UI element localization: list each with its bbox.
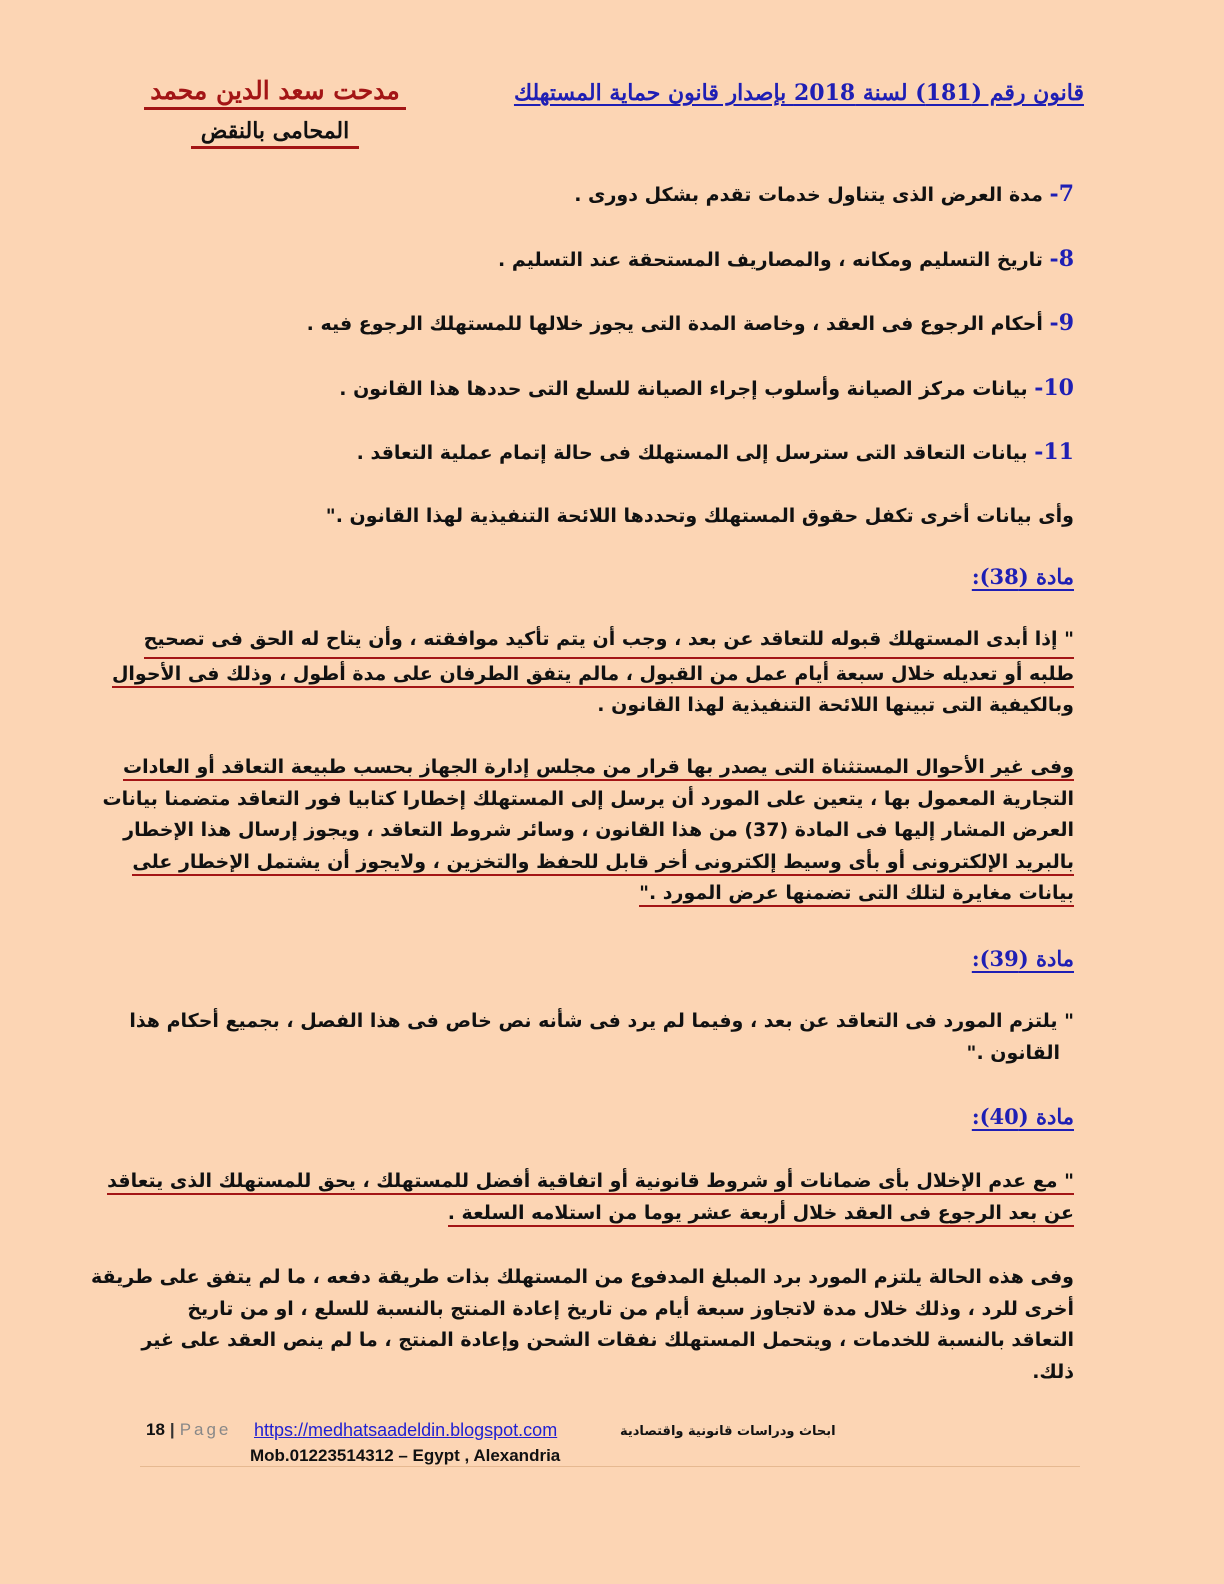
list-item-number: 9- — [1049, 310, 1074, 336]
text-line: التجارية المعمول بها ، يتعين على المورد أن يرسل إلى المستهلك إخطارا كتابيا فور التعاقد متضمنا بيانات — [102, 787, 1074, 810]
text-line — [123, 752, 1074, 784]
page-number — [146, 1420, 231, 1440]
text-line — [107, 1166, 1074, 1198]
contact-info: Mob.01223514312 – Egypt , Alexandria — [250, 1446, 561, 1465]
article-39-heading: مادة (39): — [971, 946, 1074, 971]
role-underline — [191, 146, 359, 149]
page-separator: | — [169, 1420, 175, 1439]
text-line: ذلك. — [1032, 1360, 1074, 1383]
text-line — [111, 659, 1074, 691]
article-38-paragraph-2 — [102, 752, 1074, 910]
list-item-text: تاريخ التسليم ومكانه ، والمصاريف المستحقة عند التسليم . — [497, 249, 1043, 271]
list-item-text: بيانات التعاقد التى سترسل إلى المستهلك فى حالة إتمام عملية التعاقد . — [356, 442, 1028, 464]
underlined-text: بالبريد الإلكترونى أو بأى وسيط إلكترونى أخر قابل للحفظ والتخزين ، ولايجوز أن يشتمل الإخطار على — [132, 851, 1074, 876]
list-item-text: بيانات مركز الصيانة وأسلوب إجراء الصيانة للسلع التى حددها هذا القانون . — [339, 378, 1028, 400]
page-number-value: 18 — [146, 1420, 165, 1439]
text-line: القانون ." — [966, 1041, 1060, 1064]
article-38-heading: مادة (38): — [971, 564, 1074, 589]
underlined-text: بيانات مغايرة لتلك التى تضمنها عرض المورد ." — [639, 882, 1074, 907]
page-word: Page — [179, 1420, 232, 1439]
list-item — [144, 307, 1074, 340]
text-line: وفى هذه الحالة يلتزم المورد برد المبلغ المدفوع من المستهلك بذات طريقة دفعه ، ما لم يتفق على طريقة — [90, 1266, 1074, 1288]
list-item-number: 10- — [1034, 375, 1074, 401]
article-40-paragraph-2 — [90, 1262, 1074, 1388]
footer-divider — [140, 1466, 1080, 1467]
underlined-text: " مع عدم الإخلال بأى ضمانات أو شروط قانونية أو اتفاقية أفضل للمستهلك ، يحق للمستهلك الذى يتعاقد — [107, 1170, 1074, 1195]
list-item — [144, 178, 1074, 211]
underlined-text: طلبه أو تعديله خلال سبعة أيام عمل من القبول ، مالم يتفق الطرفان على مدة أطول ، وذلك فى الأحوال — [112, 663, 1074, 688]
blog-link[interactable]: https://medhatsaadeldin.blogspot.com — [254, 1420, 558, 1440]
list-item-text: مدة العرض الذى يتناول خدمات تقدم بشكل دورى . — [574, 184, 1043, 206]
article-40-paragraph-1 — [107, 1166, 1074, 1229]
footer-description: ابحاث ودراسات قانونية واقتصادية — [620, 1424, 836, 1439]
text-line: وبالكيفية التى تبينها اللائحة التنفيذية لهذا القانون . — [597, 694, 1074, 716]
author-role-text: المحامى بالنقض — [200, 118, 350, 144]
author-name-text: مدحت سعد الدين محمد — [150, 76, 400, 105]
list-item — [144, 372, 1074, 405]
author-name — [120, 76, 430, 110]
article-38-paragraph-1 — [111, 624, 1074, 722]
text-line: العرض المشار إليها فى المادة (37) من هذا القانون ، وسائر شروط التعاقد ، ويجوز إرسال هذا الإخطار — [123, 819, 1074, 841]
list-item-number: 8- — [1049, 246, 1074, 272]
document-title: قانون رقم (181) لسنة 2018 بإصدار قانون حماية المستهلك — [513, 80, 1084, 106]
author-role — [150, 118, 400, 149]
list-item-number: 7- — [1049, 181, 1074, 207]
text-line: التعاقد بالنسبة للخدمات ، ويتحمل المستهلك نفقات الشحن وإعادة المنتج ، ما لم ينص العقد على غير — [141, 1329, 1074, 1351]
underlined-text: عن بعد الرجوع فى العقد خلال أربعة عشر يوما من استلامه السلعة . — [448, 1202, 1074, 1227]
text-line: " يلتزم المورد فى التعاقد عن بعد ، وفيما لم يرد فى شأنه نص خاص فى هذا الفصل ، بجميع أحكام هذا — [129, 1010, 1074, 1032]
closing-paragraph: وأى بيانات أخرى تكفل حقوق المستهلك وتحددها اللائحة التنفيذية لهذا القانون ." — [325, 505, 1074, 527]
text-line: أخرى للرد ، وذلك خلال مدة لاتجاوز سبعة أيام من تاريخ إعادة المنتج بالنسبة للسلع ، او من تاريخ — [187, 1297, 1074, 1320]
list-item-number: 11- — [1034, 439, 1074, 465]
list-item — [144, 436, 1074, 469]
article-40-heading: مادة (40): — [971, 1104, 1074, 1129]
text-line — [144, 878, 1074, 910]
article-39-paragraph-1 — [129, 1006, 1074, 1069]
text-line — [144, 1198, 1074, 1230]
text-line — [132, 847, 1074, 879]
underlined-text: وفى غير الأحوال المستثناة التى يصدر بها قرار من مجلس إدارة الجهاز بحسب طبيعة التعاقد أو العادات — [123, 756, 1074, 781]
list-item — [144, 243, 1074, 276]
author-underline — [144, 107, 406, 110]
text-line: " إذا أبدى المستهلك قبوله للتعاقد عن بعد ، وجب أن يتم تأكيد موافقته ، وأن يتاح له الحق فى تصحيح — [144, 624, 1074, 659]
list-item-text: أحكام الرجوع فى العقد ، وخاصة المدة التى يجوز خلالها للمستهلك الرجوع فيه . — [306, 313, 1043, 335]
